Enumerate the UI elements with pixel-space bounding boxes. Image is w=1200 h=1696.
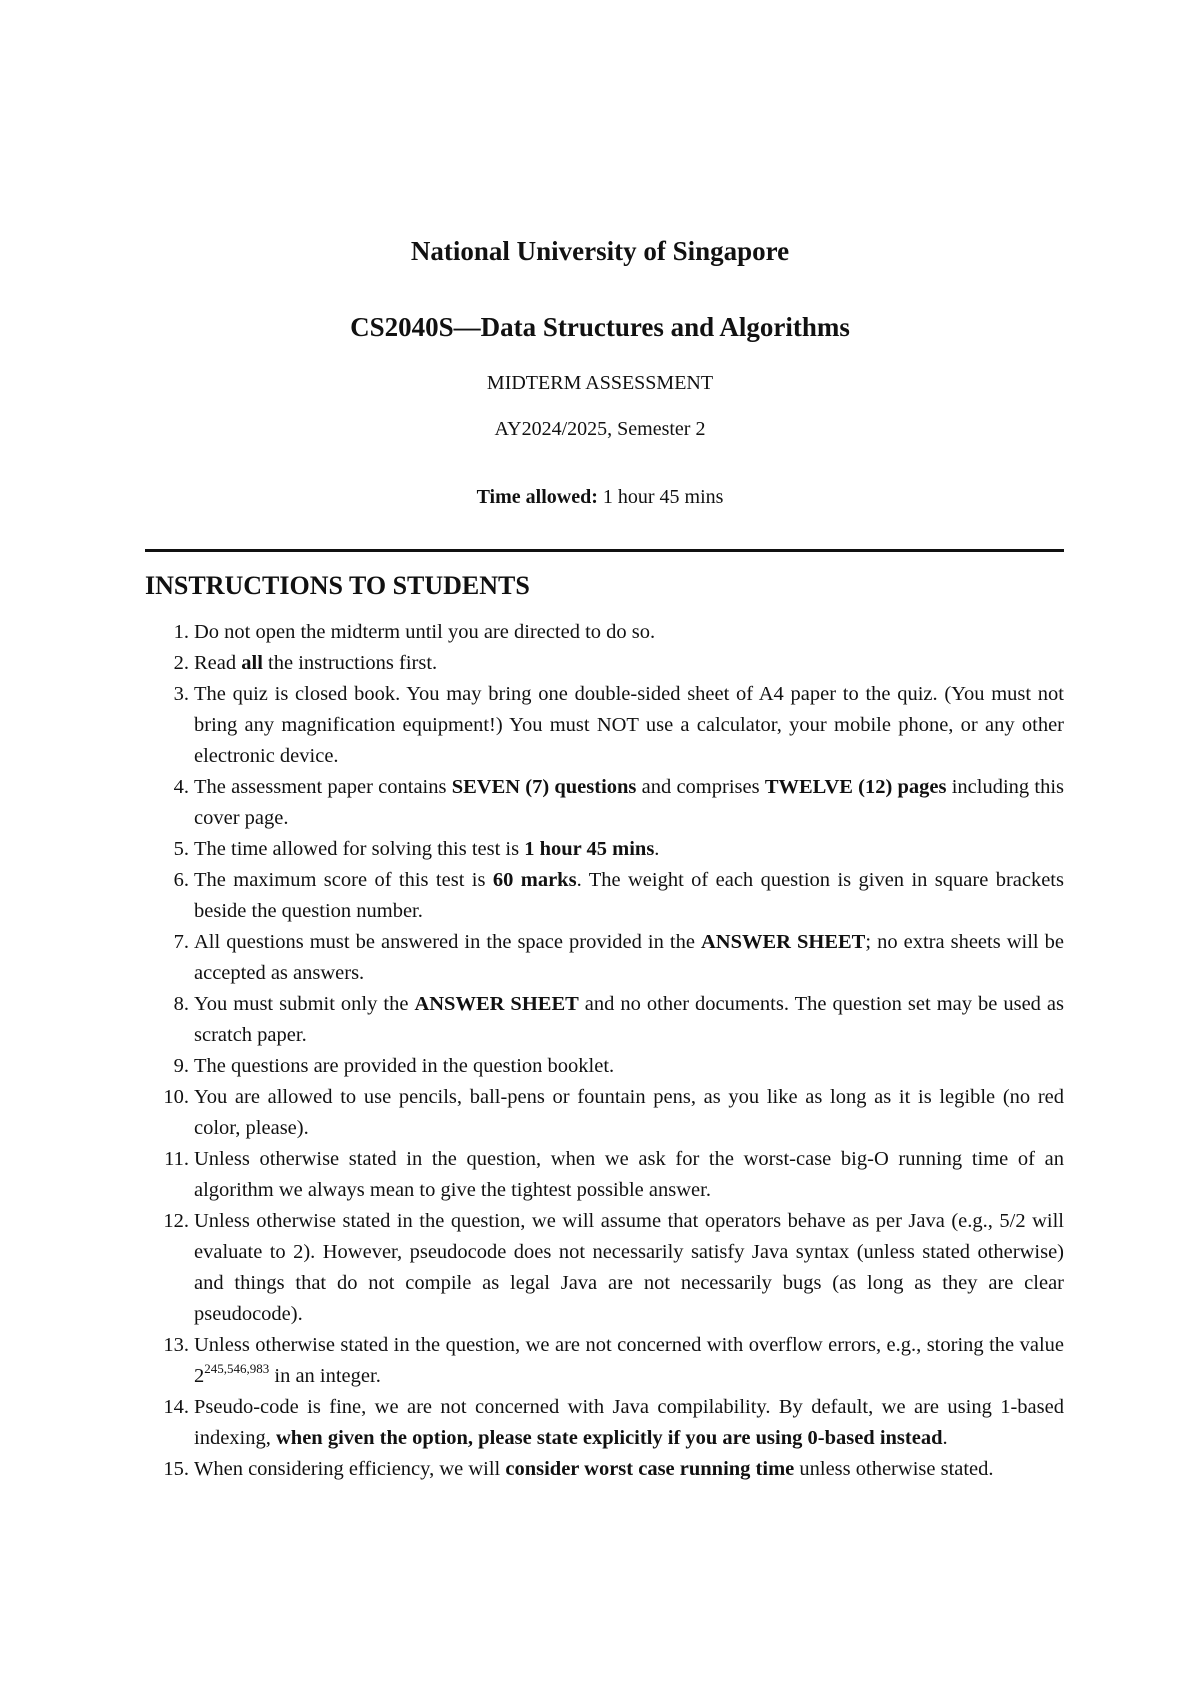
time-allowed-value: 1 hour 45 mins xyxy=(597,486,724,508)
course-title: CS2040S—Data Structures and Algorithms xyxy=(350,312,850,342)
instruction-item: 4. The assessment paper contains SEVEN (7) questions and comprises TWELVE (12) pages including this cover page. xyxy=(173,776,1064,829)
instruction-item: 2. Read all the instructions first. xyxy=(173,652,438,674)
instruction-item: 15. When considering efficiency, we will consider worst case running time unless otherwise stated. xyxy=(163,1458,994,1480)
instruction-item: 9. The questions are provided in the question booklet. xyxy=(173,1055,615,1077)
instruction-item: 7. All questions must be answered in the space provided in the ANSWER SHEET; no extra sheets will be accepted as answers. xyxy=(173,931,1065,984)
instruction-item: 13. Unless otherwise stated in the question, we are not concerned with overflow errors, e.g., storing the value 2$^{245,546,983}$ in an integer. xyxy=(163,1334,1064,1387)
instruction-item: 1. Do not open the midterm until you are directed to do so. xyxy=(173,621,656,643)
instruction-item: 3. The quiz is closed book. You may bring one double-sided sheet of A4 paper to the quiz. (You must not bring any magnification equipment!) You must NOT use a calculator, your mobile phone, or any other electronic device. xyxy=(173,683,1064,767)
horizontal-rule xyxy=(145,549,1064,552)
instructions-heading: INSTRUCTIONS TO STUDENTS xyxy=(145,571,530,600)
instruction-item: 8. You must submit only the ANSWER SHEET and no other documents. The question set may be used as scratch paper. xyxy=(173,993,1064,1046)
university-name: National University of Singapore xyxy=(410,236,790,266)
instructions-list xyxy=(145,617,1064,1485)
instruction-item: 10. You are allowed to use pencils, ball-pens or fountain pens, as you like as long as it is legible (no red color, please). xyxy=(163,1086,1064,1139)
time-allowed xyxy=(0,486,1200,509)
time-allowed-label: Time allowed: xyxy=(476,486,598,508)
instruction-item: 11. Unless otherwise stated in the question, when we ask for the worst-case big-O running time of an algorithm we always mean to give the tightest possible answer. xyxy=(164,1148,1064,1201)
instruction-item: 12. Unless otherwise stated in the question, we will assume that operators behave as per Java (e.g., 5/2 will evaluate to 2). However, pseudocode does not necessarily satisfy Java syntax (unless stated otherwise) and things that do not compile as legal Java are not necessarily bugs (as long as they are clear pseudocode). xyxy=(163,1210,1064,1325)
instruction-item: 5. The time allowed for solving this test is 1 hour 45 mins. xyxy=(173,838,660,860)
instruction-item: 6. The maximum score of this test is 60 marks. The weight of each question is given in square brackets beside the question number. xyxy=(173,869,1064,922)
instruction-item: 14. Pseudo-code is fine, we are not concerned with Java compilability. By default, we are using 1-based indexing, when given the option, please state explicitly if you are using 0-based instead. xyxy=(163,1396,1064,1449)
academic-term: AY2024/2025, Semester 2 xyxy=(494,418,706,440)
assessment-type: MIDTERM ASSESSMENT xyxy=(486,372,714,394)
